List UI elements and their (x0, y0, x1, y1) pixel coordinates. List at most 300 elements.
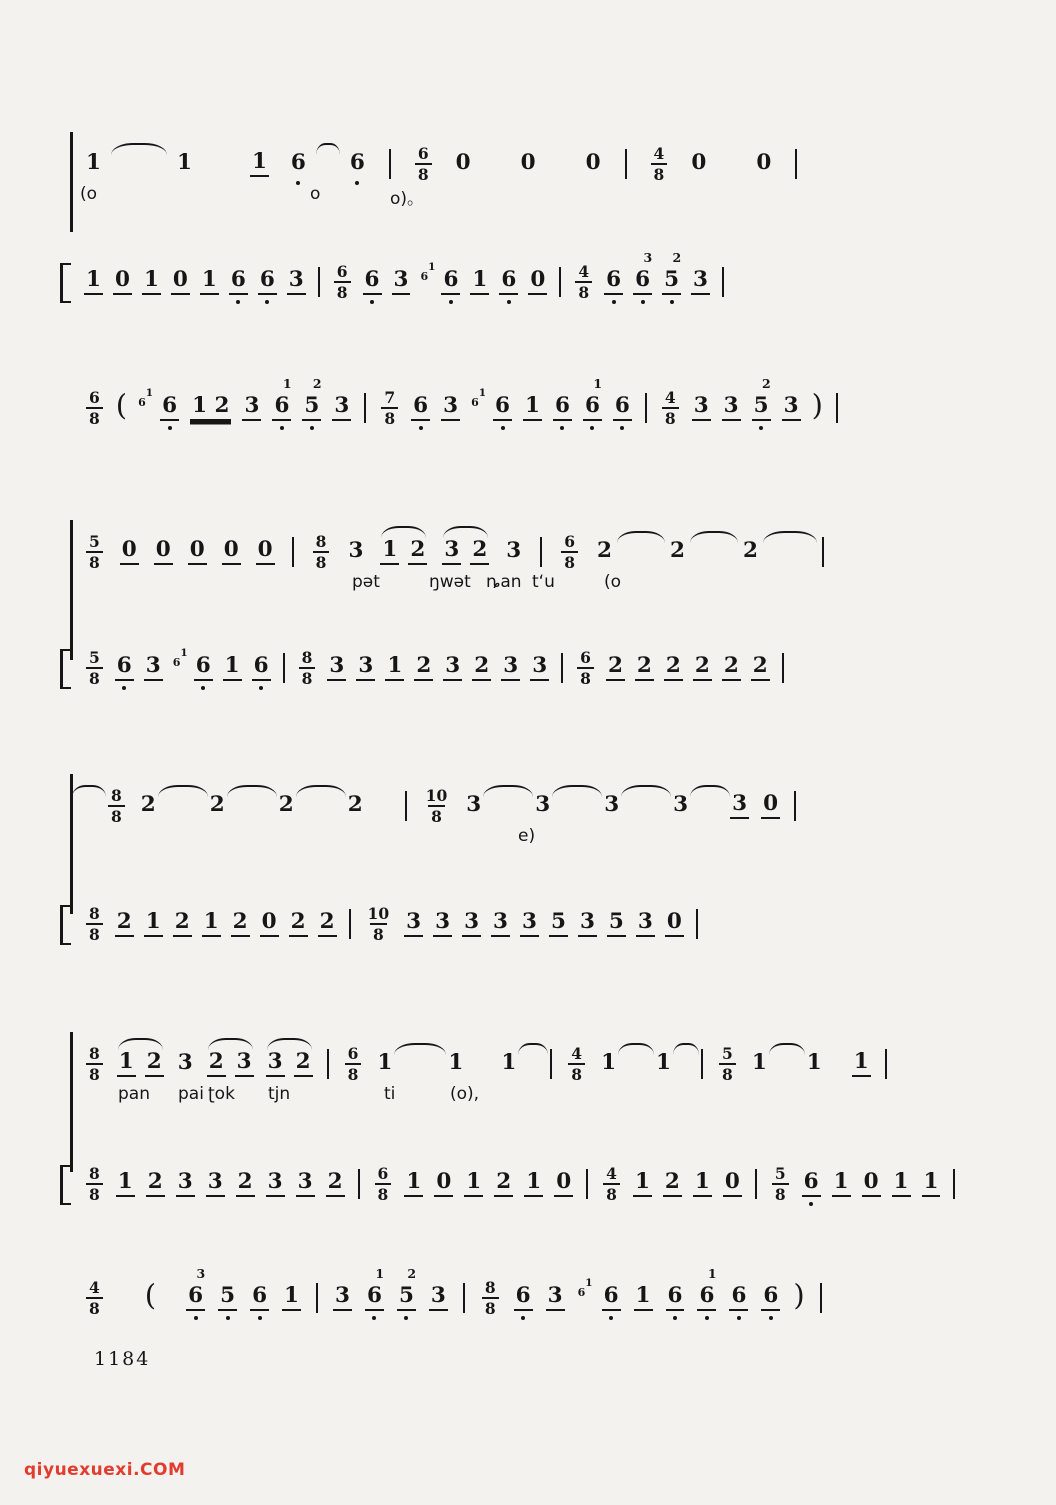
note-digit: 6 (411, 395, 430, 421)
note-digit: 2 (606, 655, 625, 681)
note (697, 1266, 717, 1311)
note (236, 1171, 255, 1197)
note (139, 794, 158, 818)
time-signature (603, 1165, 620, 1204)
note (408, 539, 427, 565)
note (519, 152, 538, 176)
note-digit: 3 (144, 655, 163, 681)
note-digit: 0 (665, 911, 684, 937)
note-digit: 2 (742, 538, 758, 564)
grace-note-digit: 6 (172, 656, 181, 669)
tie-arc (769, 1043, 805, 1055)
note (553, 395, 572, 421)
note-digit: 1 (751, 1050, 767, 1076)
time-signature-numerator: 5 (774, 1164, 786, 1183)
note (176, 1052, 195, 1076)
note (173, 911, 192, 937)
time-signature-numerator: 6 (417, 144, 429, 163)
note (434, 1171, 453, 1197)
time-signature-numerator: 7 (384, 388, 396, 407)
time-signature-numerator: 4 (571, 1044, 583, 1063)
time-signature (381, 389, 398, 428)
note (602, 1285, 621, 1311)
note-digit: 0 (455, 150, 471, 176)
token-row (84, 1160, 1024, 1208)
note (392, 269, 411, 295)
note-digit: 2 (236, 1171, 255, 1197)
note (634, 1285, 653, 1311)
note-digit: 1 (832, 1171, 851, 1197)
time-signature-numerator: 4 (653, 144, 665, 163)
stave-bracket (60, 263, 71, 303)
grace-note (471, 388, 486, 408)
score (80, 140, 1024, 1322)
note (235, 1051, 254, 1077)
note (922, 1171, 941, 1197)
note (242, 395, 261, 421)
grace-note-digit: 6 (420, 270, 429, 283)
lyric-word: (o (80, 184, 98, 204)
note-digit: 1 (385, 655, 404, 681)
note (549, 911, 568, 937)
note (116, 1171, 135, 1197)
token-row (84, 528, 1024, 576)
note (633, 1171, 652, 1197)
barline (364, 393, 366, 423)
note (693, 655, 712, 681)
note (752, 376, 771, 421)
time-signature (86, 649, 103, 688)
note-digit: 2 (494, 1171, 513, 1197)
note-digit: 0 (113, 269, 132, 295)
time-signature-denominator: 8 (561, 551, 578, 572)
barline (559, 267, 561, 297)
tie-arc (72, 785, 106, 797)
ornament-digit: 1 (707, 1266, 717, 1282)
time-signature (86, 1045, 103, 1084)
note-digit: 2 (414, 655, 433, 681)
tie-arc (296, 785, 346, 797)
grace-note (420, 262, 435, 282)
note (385, 655, 404, 681)
note-digit: 6 (729, 1285, 748, 1311)
note-digit: 0 (434, 1171, 453, 1197)
note (442, 539, 461, 565)
note-digit: 1 (202, 911, 221, 937)
note-digit: 1 (142, 269, 161, 295)
time-signature (86, 905, 103, 944)
note-digit: 3 (266, 1171, 285, 1197)
lyrics-row (80, 184, 1024, 210)
note (689, 152, 708, 176)
note-digit: 2 (145, 1051, 164, 1077)
note (411, 395, 430, 421)
grace-note-digit: 1 (478, 387, 487, 399)
note-digit: 0 (256, 539, 275, 565)
note (333, 1285, 352, 1311)
note-digit: 6 (514, 1285, 533, 1311)
note-digit: 6 (115, 655, 134, 681)
time-signature (345, 1045, 362, 1084)
note (691, 269, 710, 295)
time-signature (299, 649, 316, 688)
note-digit: 0 (554, 1171, 573, 1197)
note (346, 540, 365, 564)
barline (794, 791, 796, 821)
note (84, 269, 103, 295)
note-digit: 2 (318, 911, 337, 937)
parenthesis: ( (144, 1277, 157, 1312)
note-digit: 3 (535, 792, 551, 818)
system-4-instr (84, 1160, 1024, 1208)
note (761, 1285, 780, 1311)
tie-arc (316, 143, 340, 155)
time-signature-denominator: 8 (86, 1063, 103, 1084)
note (530, 655, 549, 681)
note-digit: 3 (673, 792, 689, 818)
tie-arc (518, 1043, 548, 1055)
parenthesis: ( (115, 387, 128, 422)
note (282, 1285, 301, 1311)
lyric-word: pət (352, 572, 380, 592)
note-digit: 5 (397, 1285, 416, 1311)
lyric-word: (o), (450, 1084, 480, 1104)
note (802, 1171, 821, 1197)
note-digit: 3 (356, 655, 375, 681)
grace-note-digit: 6 (138, 396, 146, 409)
note (190, 395, 231, 421)
barline (755, 1169, 757, 1199)
lyric-word: (o (604, 572, 622, 592)
note-digit: 3 (242, 395, 261, 421)
note-digit: 2 (207, 1051, 226, 1077)
note-digit: 1 (404, 1171, 423, 1197)
ornament-digit: 1 (593, 376, 603, 392)
time-signature-denominator: 8 (375, 1183, 392, 1204)
note (494, 1171, 513, 1197)
time-signature-denominator: 8 (313, 551, 330, 572)
note-digit: 6 (666, 1285, 685, 1311)
barline (389, 149, 391, 179)
time-signature-denominator: 8 (381, 407, 398, 428)
note (499, 269, 518, 295)
grace-note (578, 1278, 593, 1298)
time-signature-numerator: 8 (111, 786, 122, 805)
system-2-instr (84, 644, 1024, 692)
note (604, 269, 623, 295)
note (470, 539, 489, 565)
note (207, 1051, 226, 1077)
note (266, 1171, 285, 1197)
time-signature-numerator: 4 (578, 262, 590, 281)
time-signature (575, 263, 592, 302)
note (493, 395, 512, 421)
note (115, 655, 134, 681)
note-digit: 6 (583, 395, 602, 421)
note (595, 540, 614, 564)
note-digit: 2 (146, 1171, 165, 1197)
grace-note-digit: 1 (585, 1277, 593, 1289)
note (664, 655, 683, 681)
note-digit: 2 (664, 655, 683, 681)
note (554, 1171, 573, 1197)
note (294, 1051, 313, 1077)
barline (645, 393, 647, 423)
note (761, 793, 780, 819)
note (356, 655, 375, 681)
barline (349, 909, 351, 939)
note-digit: 3 (177, 1050, 193, 1076)
note-digit: 6 (229, 269, 248, 295)
note-digit: 1 (448, 1050, 464, 1076)
parenthesis: ) (793, 1277, 805, 1312)
page-number: 1184 (94, 1348, 151, 1370)
note-digit: 6 (761, 1285, 780, 1311)
note (464, 794, 483, 818)
barline (327, 1049, 329, 1079)
note-digit: 3 (546, 1285, 565, 1311)
note (730, 793, 749, 819)
note-digit: 6 (194, 655, 213, 681)
note (635, 655, 654, 681)
note-digit: 2 (470, 539, 489, 565)
barline (292, 537, 294, 567)
time-signature (365, 905, 393, 944)
note-digit: 6 (633, 269, 652, 295)
note (176, 1171, 195, 1197)
note-digit: 6 (365, 1285, 384, 1311)
note (218, 1285, 237, 1311)
barline (405, 791, 407, 821)
note (414, 655, 433, 681)
note (607, 911, 626, 937)
note (499, 1052, 518, 1076)
time-signature-numerator: 5 (89, 648, 100, 667)
note (223, 655, 242, 681)
lyrics-row (84, 826, 1024, 852)
note-digit: 1 (200, 269, 219, 295)
system-4-vocal (84, 1040, 1024, 1128)
time-signature-numerator: 4 (89, 1278, 100, 1297)
note (470, 269, 489, 295)
tie-arc (394, 1043, 446, 1055)
time-signature-denominator: 8 (86, 1297, 103, 1318)
note (194, 655, 213, 681)
lyric-word: pan (118, 1084, 150, 1104)
note (326, 1171, 345, 1197)
note (120, 539, 139, 565)
barline (318, 267, 320, 297)
tie-arc (763, 531, 817, 543)
time-signature-denominator: 8 (370, 923, 387, 944)
time-signature-denominator: 8 (334, 281, 351, 302)
note (751, 655, 770, 681)
time-signature (415, 145, 432, 184)
time-signature (651, 145, 668, 184)
grace-note (173, 648, 188, 668)
note (662, 250, 682, 295)
note-digit: 3 (604, 792, 620, 818)
note (636, 911, 655, 937)
note-digit: 2 (347, 792, 363, 818)
note (599, 1052, 618, 1076)
note (397, 1266, 417, 1311)
note (287, 269, 306, 295)
note-digit: 0 (120, 539, 139, 565)
lyric-word: ȵan (486, 572, 522, 592)
barline (696, 909, 698, 939)
lyric-word: o (310, 184, 321, 204)
time-signature-denominator: 8 (86, 551, 103, 572)
note (441, 269, 460, 295)
time-signature-denominator: 8 (108, 805, 125, 826)
time-signature-numerator: 8 (484, 1278, 496, 1297)
time-signature (482, 1279, 499, 1318)
tie-arc (621, 785, 671, 797)
note-digit: 6 (252, 655, 271, 681)
note-digit: 5 (549, 911, 568, 937)
note (272, 376, 292, 421)
note (144, 655, 163, 681)
note (729, 1285, 748, 1311)
grace-note-digit: 1 (145, 387, 154, 399)
note (464, 1171, 483, 1197)
note-digit: 1 (116, 1171, 135, 1197)
note (583, 376, 603, 421)
note-digit: 1 (464, 1171, 483, 1197)
time-signature-denominator: 8 (86, 923, 103, 944)
note-digit: 2 (663, 1171, 682, 1197)
time-signature (662, 389, 679, 428)
note (429, 1285, 448, 1311)
note (113, 269, 132, 295)
barline (722, 267, 724, 297)
barline (822, 537, 824, 567)
lyrics-row (84, 572, 1024, 598)
time-signature (561, 533, 578, 572)
ornament-digit: 3 (196, 1266, 206, 1282)
note (654, 1052, 673, 1076)
note-digit: 2 (408, 539, 427, 565)
system-line (70, 1032, 73, 1172)
note (202, 911, 221, 937)
note (250, 151, 269, 177)
time-signature-denominator: 8 (428, 805, 445, 826)
note-digit: 0 (222, 539, 241, 565)
barline (316, 1283, 318, 1313)
note (528, 269, 547, 295)
note (523, 395, 542, 421)
note-digit: 2 (722, 655, 741, 681)
grace-note (138, 388, 153, 408)
note (365, 1266, 385, 1311)
slur-group (117, 1051, 164, 1077)
note (142, 269, 161, 295)
note (671, 794, 690, 818)
time-signature-denominator: 8 (575, 281, 592, 302)
note-digit: 1 (633, 1171, 652, 1197)
lyric-word: pai (178, 1084, 204, 1104)
note-digit: 1 (892, 1171, 911, 1197)
note (805, 1052, 824, 1076)
note (117, 1051, 136, 1077)
note-digit: 3 (441, 395, 460, 421)
barline (561, 653, 563, 683)
time-signature-numerator: 8 (315, 532, 327, 551)
stave-bracket (60, 1165, 71, 1205)
note-digit: 6 (499, 269, 518, 295)
note (302, 376, 322, 421)
note-digit: 1 (523, 395, 542, 421)
grace-note-digit: 1 (428, 261, 436, 273)
system-3-vocal (84, 782, 1024, 870)
system-2-vocal (84, 528, 1024, 616)
tie-arc (158, 785, 208, 797)
note (115, 911, 134, 937)
barline (550, 1049, 552, 1079)
note (578, 911, 597, 937)
token-row (84, 782, 1024, 830)
time-signature-denominator: 8 (86, 407, 103, 428)
note (250, 1285, 269, 1311)
note-digit: 3 (429, 1285, 448, 1311)
note (363, 269, 382, 295)
note (154, 539, 173, 565)
note-digit: 1 (282, 1285, 301, 1311)
time-signature-denominator: 8 (299, 667, 316, 688)
note (289, 911, 308, 937)
note-digit: 2 (173, 911, 192, 937)
time-signature-numerator: 8 (301, 648, 313, 667)
time-signature (577, 649, 594, 688)
token-row (84, 1040, 1024, 1088)
note (754, 152, 773, 176)
time-signature (86, 1165, 103, 1204)
note-digit: 1 (601, 1050, 617, 1076)
note-digit: 6 (258, 269, 277, 295)
grace-note-digit: 1 (180, 647, 188, 659)
note-digit: 2 (140, 792, 156, 818)
time-signature-numerator: 6 (89, 388, 100, 407)
note-digit: 0 (154, 539, 173, 565)
note-digit: 2 (289, 911, 308, 937)
note (722, 655, 741, 681)
note-digit: 1 (852, 1051, 871, 1077)
note (144, 911, 163, 937)
note-digit: 1 (693, 1171, 712, 1197)
time-signature (86, 389, 103, 428)
note (633, 250, 653, 295)
note-digit: 3 (782, 395, 801, 421)
time-signature (86, 533, 103, 572)
tie-arc (617, 531, 665, 543)
token-row (84, 900, 1024, 948)
time-signature-numerator: 6 (336, 262, 348, 281)
note-digit: 1 (117, 1051, 136, 1077)
coda-instr (84, 1266, 1024, 1322)
ornament-digit: 1 (375, 1266, 385, 1282)
time-signature-numerator: 5 (89, 532, 100, 551)
note-digit: 2 (278, 792, 294, 818)
note-digit: 3 (266, 1051, 285, 1077)
token-row (84, 644, 1024, 692)
note (782, 395, 801, 421)
time-signature-denominator: 8 (603, 1183, 620, 1204)
note (375, 1052, 394, 1076)
note (404, 911, 423, 937)
note (171, 269, 190, 295)
system-line (70, 132, 73, 232)
